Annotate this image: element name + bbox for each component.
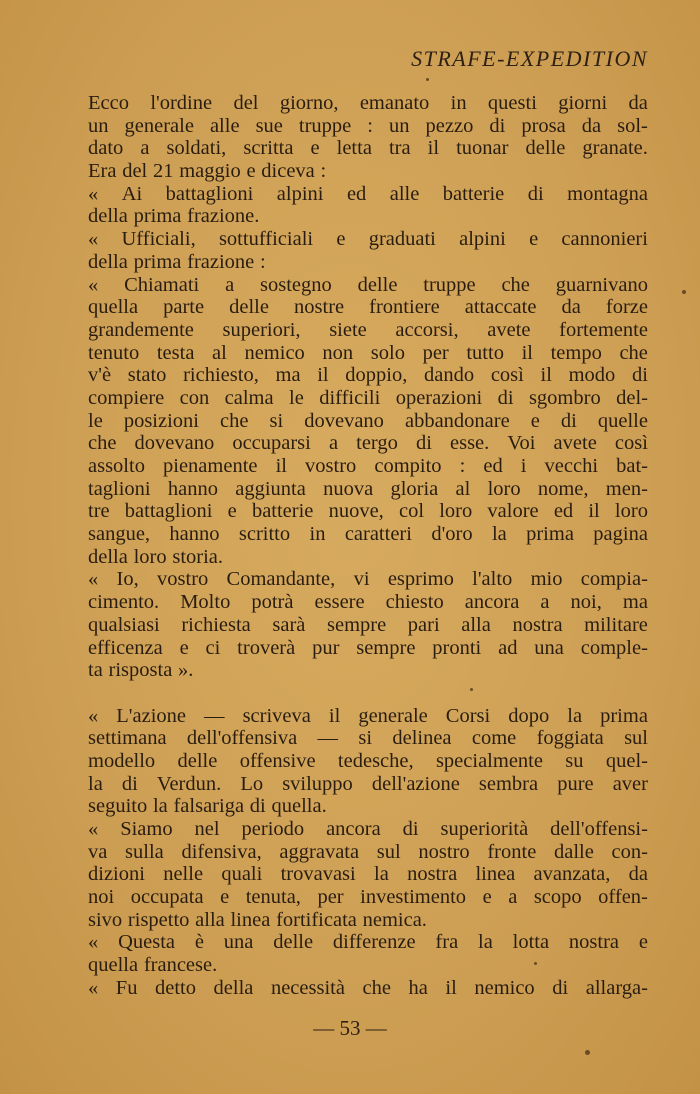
text-line: compiere con calma le difficili operazioni di sgombro del- [88,386,648,409]
text-line: « Ai battaglioni alpini ed alle batterie di montagna [88,182,648,205]
text-line: dizioni nelle quali trovavasi la nostra linea avanzata, da [88,863,648,886]
text-line: « Io, vostro Comandante, vi esprimo l'alto mio compia- [88,568,648,591]
body-text [88,92,648,1000]
paragraph [88,705,648,818]
paragraph [88,160,648,183]
text-line: ta risposta ». [88,659,194,682]
text-line: modello delle offensive tedesche, specialmente su quel- [88,749,648,772]
text-line: un generale alle sue truppe : un pezzo di prosa da sol- [88,114,648,137]
text-line: seguito la falsariga di quella. [88,795,327,818]
text-line: la di Verdun. Lo sviluppo dell'azione sembra pure aver [88,772,648,795]
page-number: — 53 — [313,1016,387,1040]
text-line: noi occupata e tenuta, per investimento e a scopo offen- [88,886,648,909]
paragraph [88,568,648,681]
paragraph [88,183,648,228]
paragraph [88,228,648,273]
text-line: Ecco l'ordine del giorno, emanato in questi giorni da [88,92,648,114]
text-line: « Questa è una delle differenze fra la lotta nostra e [88,931,648,954]
section-gap [88,682,648,705]
text-line: quella parte delle nostre frontiere attaccate da forze [88,296,648,319]
text-line: quella francese. [88,954,218,977]
text-line: grandemente superiori, siete accorsi, avete fortemente [88,318,648,341]
paragraph [88,818,648,931]
text-line: « Siamo nel periodo ancora di superiorità dell'offensi- [88,818,648,840]
text-line: sangue, hanno scritto in caratteri d'oro la prima pagina [88,523,648,546]
paragraph [88,931,648,976]
text-line: qualsiasi richiesta sarà sempre pari alla nostra militare [88,613,648,636]
text-line: « Fu detto della necessità che ha il nemico di allarga- [88,976,648,999]
text-line: settimana dell'offensiva — si delinea come foggiata sul [88,727,648,750]
text-line: « L'azione — scriveva il generale Corsi dopo la prima [88,704,648,727]
paragraph [88,977,648,1000]
text-line: cimento. Molto potrà essere chiesto ancora a noi, ma [88,591,648,614]
text-line: v'è stato richiesto, ma il doppio, dando così il modo di [88,364,648,387]
text-line: le posizioni che si dovevano abbandonare e di quelle [88,409,648,432]
text-line: che dovevano occuparsi a tergo di esse. Voi avete così [88,432,648,455]
text-line: dato a soldati, scritta e letta tra il tuonar delle granate. [88,137,648,160]
text-line: della prima frazione. [88,205,260,228]
text-line: assolto pienamente il vostro compito : ed i vecchi bat- [88,455,648,477]
paragraph [88,92,648,160]
text-line: va sulla difensiva, aggravata sul nostro fronte dalle con- [88,840,648,863]
text-line: tre battaglioni e batterie nuove, col loro valore ed il loro [88,500,648,523]
text-line: taglioni hanno aggiunta nuova gloria al loro nome, men- [88,477,648,500]
running-head: STRAFE-EXPEDITION [411,46,648,71]
text-line: « Ufficiali, sottufficiali e graduati alpini e cannonieri [88,228,648,251]
text-line: sivo rispetto alla linea fortificata nemica. [88,908,427,931]
paragraph [88,274,648,569]
text-line: Era del 21 maggio e diceva : [88,160,327,183]
text-line: della prima frazione : [88,250,266,273]
text-line: della loro storia. [88,545,224,568]
text-line: « Chiamati a sostegno delle truppe che guarnivano [88,273,648,296]
text-line: efficenza e ci troverà pur sempre pronti ad una comple- [88,636,648,659]
text-line: tenuto testa al nemico non solo per tutto il tempo che [88,341,648,364]
